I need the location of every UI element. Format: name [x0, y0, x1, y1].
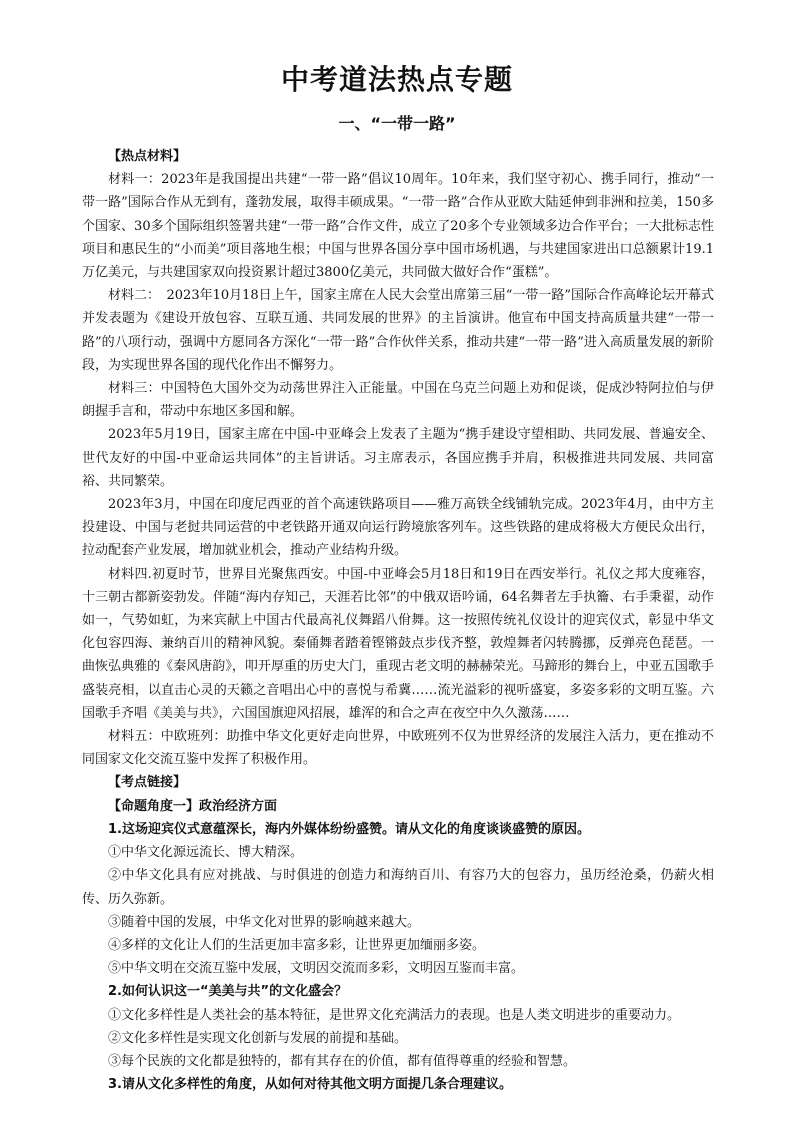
section-heading-material: 【热点材料】: [108, 149, 187, 164]
angle-heading: 【命题角度一】政治经济方面: [108, 798, 278, 814]
material-paragraph-7: 材料五：中欧班列：助推中华文化更好走向世界，中欧班列不仅为世界经济的发展注入活力，更在推动不同国家文化交流互鉴中发挥了积极作用。: [82, 729, 714, 768]
document-subtitle: 一、“一带一路”: [338, 114, 456, 133]
answer-2-3: ③每个民族的文化都是独特的，都有其存在的价值，都有值得尊重的经验和智慧。: [108, 1053, 577, 1069]
material-paragraph-6: 材料四.初夏时节，世界目光聚焦西安。中国-中亚峰会5月18日和19日在西安举行。礼仪之邦大度雍容，十三朝古都新姿勃发。伴随“海内存知己，天涯若比邻”的中俄双语吟诵，64名舞者左手执籥、右手秉翟，动作如一，气势如虹，为来宾献上中国古代最高礼仪舞蹈八佾舞。这一按照传统礼仪设计的迎宾仪式，彰显中华文化包容四海、兼纳百川的精神风貌。秦俑舞者踏着铿锵鼓点步伐齐整，敦煌舞者闪转腾挪，反弹亮色琵琶。一曲恢弘典雅的《秦风唐韵》，叩开厚重的历史大门，重现古老文明的赫赫荣光。马蹄形的舞台上，中亚五国歌手盛装亮相，以直击心灵的天籁之音唱出心中的喜悦与希冀……流光溢彩的视听盛宴，多姿多彩的文明互鉴。六国歌手齐唱《美美与共》，六国国旗迎风招展，雄浑的和合之声在夜空中久久激荡……: [82, 566, 714, 721]
question-1: 1.这场迎宾仪式意蕴深长，海内外媒体纷纷盛赞。请从文化的角度谈谈盛赞的原因。: [108, 821, 590, 837]
answer-1-2: ②中华文化具有应对挑战、与时俱进的创造力和海纳百川、有容乃大的包容力，虽历经沧桑，仍薪火相传、历久弥新。: [82, 868, 714, 907]
document-body: [82, 145, 714, 1096]
document-title: 中考道法热点专题: [280, 63, 513, 96]
answer-1-3: ③随着中国的发展，中华文化对世界的影响越来越大。: [108, 914, 421, 930]
answer-1-4: ④多样的文化让人们的生活更加丰富多彩，让世界更加缅丽多姿。: [108, 937, 486, 953]
material-paragraph-3: 材料三：中国特色大国外交为动荡世界注入正能量。中国在乌克兰问题上劝和促谈，促成沙特阿拉伯与伊朗握手言和，带动中东地区多国和解。: [82, 381, 714, 420]
material-paragraph-2: 材料二： 2023年10月18日上午，国家主席在人民大会堂出席第三届“一带一路”国际合作高峰论坛开幕式并发表题为《建设开放包容、互联互通、共同发展的世界》的主旨演讲。他宣布中国支持高质量共建“一带一路”的八项行动，强调中方愿同各方深化“一带一路”合作伙伴关系，推动共建“一带一路”进入高质量发展的新阶段，为实现世界各国的现代化作出不懈努力。: [82, 288, 714, 373]
answer-1-1: ①中华文化源远流长、博大精深。: [108, 845, 304, 861]
answer-2-2: ②文化多样性是实现文化创新与发展的前提和基础。: [108, 1030, 408, 1046]
material-paragraph-4: 2023年5月19日，国家主席在中国-中亚峰会上发表了主题为“携手建设守望相助、共同发展、普遍安全、世代友好的中国-中亚命运共同体”的主旨讲话。习主席表示，各国应携手并肩，积极推进共同发展、共同富裕、共同繁荣。: [82, 427, 714, 489]
question-2: 2.如何认识这一“美美与共”的文化盛会？: [108, 984, 348, 1000]
answer-1-5: ⑤中华文明在交流互鉴中发展，文明因交流而多彩，文明因互鉴而丰富。: [108, 961, 525, 977]
question-3: 3.请从文化多样性的角度，从如何对待其他文明方面提几条合理建议。: [108, 1077, 512, 1093]
material-paragraph-5: 2023年3月，中国在印度尼西亚的首个高速铁路项目——雅万高铁全线铺轨完成。2023年4月，由中方主投建设、中国与老挝共同运营的中老铁路开通双向运行跨境旅客列车。这些铁路的建成将极大方便民众出行，拉动配套产业发展，增加就业机会，推动产业结构升级。: [82, 497, 714, 559]
section-heading-points: 【考点链接】: [108, 775, 187, 791]
answer-2-1: ①文化多样性是人类社会的基本特征，是世界文化充满活力的表现。也是人类文明进步的重要动力。: [108, 1007, 681, 1023]
material-paragraph-1: 材料一：2023年是我国提出共建“一带一路”倡议10周年。10年来，我们坚守初心、携手同行，推动“一带一路”国际合作从无到有，蓬勃发展，取得丰硕成果。“一带一路”合作从亚欧大陆延伸到非洲和拉美，150多个国家、30多个国际组织签署共建“一带一路”合作文件，成立了20多个专业领域多边合作平台；一大批标志性项目和惠民生的“小而美”项目落地生根；中国与世界各国分享中国市场机遇，与共建国家进出口总额累计19.1万亿美元，与共建国家双向投资累计超过3800亿美元，共同做大做好合作“蛋糕”。: [82, 172, 714, 281]
